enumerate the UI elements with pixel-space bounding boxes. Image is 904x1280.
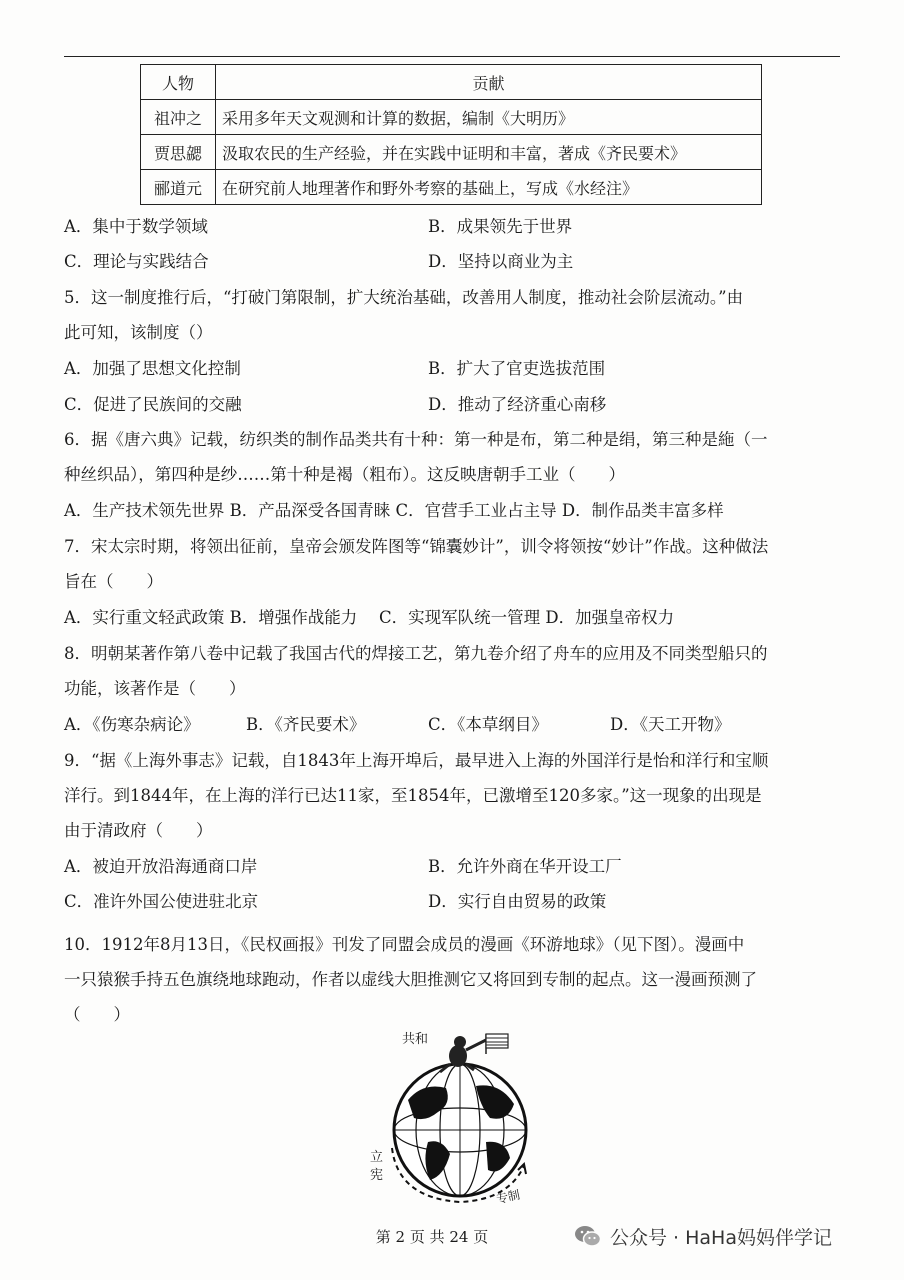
q4-option-c: C．理论与实践结合	[64, 252, 209, 271]
q9-stem-line-1: 9．“据《上海外事志》记载，自1843年上海开埠后，最早进入上海的外国洋行是怡和洋行和宝顺	[64, 751, 769, 770]
q6-stem-line-2: 种丝织品），第四种是纱……第十种是褐（粗布）。这反映唐朝手工业（ ）	[64, 465, 625, 484]
table-header-row	[141, 65, 762, 100]
q9-stem-line-2: 洋行。到1844年，在上海的洋行已达11家，至1854年，已激增至120多家。”这一现象的出现是	[64, 786, 762, 805]
q7-stem-line-1: 7．宋太宗时期，将领出征前，皇帝会颁发阵图等“锦囊妙计”，训令将领按“妙计”作战。这种做法	[64, 537, 769, 556]
q8-option-c: C．《本草纲目》	[428, 715, 548, 734]
table-cell-person: 贾思勰	[141, 135, 216, 170]
contribution-table	[140, 64, 762, 205]
top-rule	[64, 56, 840, 57]
q8-stem-line-2: 功能，该著作是（ ）	[64, 679, 246, 698]
q7-options: A．实行重文轻武政策 B．增强作战能力 C．实现军队统一管理 D．加强皇帝权力	[64, 608, 675, 627]
q4-option-a: A．集中于数学领域	[64, 217, 208, 236]
q8-option-d: D．《天工开物》	[610, 715, 731, 734]
q5-option-b: B．扩大了官吏选拔范围	[428, 359, 606, 378]
table-row	[141, 135, 762, 170]
globe-illustration	[368, 1030, 538, 1210]
label-constitutional-2: 宪	[370, 1168, 384, 1183]
q10-stem-line-1: 10．1912年8月13日，《民权画报》刊发了同盟会成员的漫画《环游地球》（见下图）。漫画中	[64, 935, 745, 954]
q9-option-a: A．被迫开放沿海通商口岸	[64, 857, 258, 876]
page-number: 第 2 页 共 24 页	[375, 1228, 489, 1246]
table-row	[141, 170, 762, 205]
q4-option-b: B．成果领先于世界	[428, 217, 573, 236]
q8-option-a: A．《伤寒杂病论》	[64, 715, 200, 734]
label-constitutional-1: 立	[370, 1150, 384, 1165]
q9-option-d: D．实行自由贸易的政策	[428, 892, 607, 911]
wechat-icon	[574, 1224, 602, 1248]
table-row	[141, 100, 762, 135]
q9-option-c: C．准许外国公使进驻北京	[64, 892, 259, 911]
table-cell-contribution: 在研究前人地理著作和野外考察的基础上，写成《水经注》	[216, 170, 762, 205]
q5-option-d: D．推动了经济重心南移	[428, 395, 607, 414]
q7-stem-line-2: 旨在（ ）	[64, 572, 163, 591]
globe-cartoon	[368, 1030, 538, 1210]
q4-option-d: D．坚持以商业为主	[428, 252, 574, 271]
q5-option-a: A．加强了思想文化控制	[64, 359, 241, 378]
q10-stem-line-3: （ ）	[64, 1005, 130, 1024]
q5-stem-line-1: 5．这一制度推行后，“打破门第限制，扩大统治基础，改善用人制度，推动社会阶层流动。”由	[64, 288, 744, 307]
table-header-cell: 贡献	[216, 65, 762, 100]
watermark-text: 公众号 · HaHa妈妈伴学记	[610, 1226, 832, 1249]
q5-option-c: C．促进了民族间的交融	[64, 395, 242, 414]
q8-option-b: B．《齐民要术》	[246, 715, 366, 734]
watermark	[574, 1222, 832, 1250]
table-cell-person: 祖冲之	[141, 100, 216, 135]
table-cell-person: 郦道元	[141, 170, 216, 205]
q5-stem-line-2: 此可知，该制度（）	[64, 323, 213, 342]
table-cell-contribution: 采用多年天文观测和计算的数据，编制《大明历》	[216, 100, 762, 135]
q9-stem-line-3: 由于清政府（ ）	[64, 821, 213, 840]
label-republic: 共和	[402, 1032, 429, 1047]
table-cell-contribution: 汲取农民的生产经验，并在实践中证明和丰富，著成《齐民要术》	[216, 135, 762, 170]
label-autocracy: 专制	[494, 1187, 522, 1207]
q9-option-b: B．允许外商在华开设工厂	[428, 857, 622, 876]
table-header-cell: 人物	[141, 65, 216, 100]
q10-stem-line-2: 一只猿猴手持五色旗绕地球跑动，作者以虚线大胆推测它又将回到专制的起点。这一漫画预测了	[64, 970, 757, 989]
q8-stem-line-1: 8．明朝某著作第八卷中记载了我国古代的焊接工艺，第九卷介绍了舟车的应用及不同类型船只的	[64, 644, 768, 663]
q6-stem-line-1: 6．据《唐六典》记载，纺织类的制作品类共有十种：第一种是布，第二种是绢，第三种是絁（一	[64, 430, 768, 449]
q6-options: A．生产技术领先世界 B．产品深受各国青睐 C．官营手工业占主导 D．制作品类丰富多样	[64, 501, 724, 520]
